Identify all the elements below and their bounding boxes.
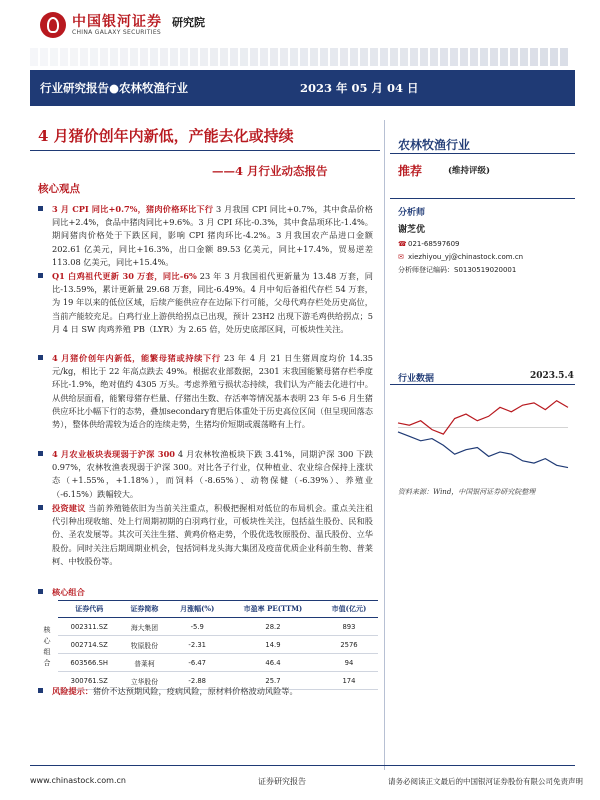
band-square xyxy=(290,48,298,66)
band-square xyxy=(30,48,38,66)
bullet-body: 23 年 3 月我国祖代更新量为 13.48 万套，同比-13.59%，累计更新量 29.68 万套，同比-6.49%。4 月中旬后备祖代存栏 54 万套，为 19 年以来的低位区域，后续产能供应存在边际下行可能，父母代鸡存栏处历史高位，当前产能较充足。白鸡行业上游供给拐点已出现，预计 23H2 出现下游毛鸡供给拐点；5 月 4 日 SW 肉鸡养殖 PB（LYR）为 2.65 倍，处历史底部区间，可板块性关注。 xyxy=(52,271,373,334)
institute-name: 研究院 xyxy=(172,16,205,29)
band-square xyxy=(110,48,118,66)
cell: 002714.SZ xyxy=(58,636,120,654)
band-square xyxy=(270,48,278,66)
band-square xyxy=(500,48,508,66)
industry-data-heading: 行业数据 xyxy=(398,374,435,384)
series-line-1 xyxy=(398,432,568,468)
column-divider xyxy=(384,120,385,770)
bullet-head: 4 月猪价创年内新低，能繁母猪或持续下行 xyxy=(52,353,221,363)
combo-table-wrap xyxy=(58,600,378,690)
band-square xyxy=(90,48,98,66)
band-square xyxy=(100,48,108,66)
cell: 2576 xyxy=(320,636,378,654)
bullet-square-icon xyxy=(38,273,43,278)
band-square xyxy=(220,48,228,66)
band-square xyxy=(280,48,288,66)
cell: 25.7 xyxy=(226,672,320,690)
band-square xyxy=(470,48,478,66)
col-header: 市盈率 PE(TTM) xyxy=(226,601,320,618)
divider xyxy=(390,384,575,385)
rating-note: (维持评级) xyxy=(448,166,491,176)
band-square xyxy=(170,48,178,66)
band-square xyxy=(330,48,338,66)
bullet-square-icon xyxy=(38,451,43,456)
col-header: 月涨幅(%) xyxy=(168,601,226,618)
bullet-square-icon xyxy=(38,355,43,360)
brand-name: 中国银河证券 xyxy=(72,14,162,30)
rating: 推荐 xyxy=(398,164,423,178)
band-square xyxy=(400,48,408,66)
col-header: 证券简称 xyxy=(120,601,168,618)
band-square xyxy=(210,48,218,66)
combo-side-label: 核心组合 xyxy=(43,626,51,667)
band-square xyxy=(510,48,518,66)
bullet-sector xyxy=(38,448,373,501)
cell: 14.9 xyxy=(226,636,320,654)
brand-logo-icon xyxy=(40,12,66,38)
bullet-square-icon xyxy=(38,505,43,510)
combo-heading-label: 核心组合 xyxy=(52,587,85,597)
bullet-risk xyxy=(38,685,373,698)
footer-divider xyxy=(30,765,575,766)
bullet-invest xyxy=(38,502,373,568)
report-subtitle: ——4 月行业动态报告 xyxy=(212,164,328,178)
analyst-heading: 分析师 xyxy=(398,208,426,218)
band-square xyxy=(540,48,548,66)
bullet-body: 4 月农林牧渔板块下跌 3.41%，同期沪深 300 下跌 0.97%，农林牧渔表现弱于沪深 300。对比各子行业，仅种植业、农业综合保持上涨状态（+1.55%，+1.18%），而饲料（-8.65%）、动物保健（-6.39%）、养殖业（-6.15%）跌幅较大。 xyxy=(52,449,373,499)
col-header: 证券代码 xyxy=(58,601,120,618)
band-square xyxy=(430,48,438,66)
band-square xyxy=(160,48,168,66)
band-square xyxy=(260,48,268,66)
analyst-cert: 分析师登记编码：S0130519020001 xyxy=(398,266,517,274)
band-square xyxy=(80,48,88,66)
band-square xyxy=(40,48,48,66)
band-square xyxy=(50,48,58,66)
cell: -6.47 xyxy=(168,654,226,672)
band-square xyxy=(530,48,538,66)
bullet-cpi xyxy=(38,203,373,269)
bullet-hog xyxy=(38,352,373,431)
risk-body: 猪价不达预期风险，疫病风险，原材料价格波动风险等。 xyxy=(92,686,298,696)
band-square xyxy=(450,48,458,66)
industry-chart xyxy=(392,388,574,480)
title-divider xyxy=(30,150,380,151)
cell: 300761.SZ xyxy=(58,672,120,690)
bullet-square-icon xyxy=(38,589,43,594)
analyst-phone: 021-68597609 xyxy=(408,240,460,248)
cell: -5.9 xyxy=(168,618,226,636)
combo-table xyxy=(58,600,378,690)
bullet-head: Q1 白鸡祖代更新 30 万套，同比-6% xyxy=(52,271,197,281)
band-square xyxy=(320,48,328,66)
footer-url[interactable]: www.chinastock.com.cn xyxy=(30,776,126,785)
footer-label: 证券研究报告 xyxy=(258,777,306,786)
report-title: 4 月猪价创年内新低，产能去化或持续 xyxy=(38,127,294,145)
band-square xyxy=(560,48,568,66)
report-date: 2023 年 05 月 04 日 xyxy=(300,81,419,95)
band-square xyxy=(190,48,198,66)
band-square xyxy=(180,48,188,66)
band-square xyxy=(380,48,388,66)
cell: 海大集团 xyxy=(120,618,168,636)
cell: 893 xyxy=(320,618,378,636)
bullet-body: 23 年 4 月 21 日生猪周度均价 14.35 元/kg，相比于 22 年高点跌去 49%。根据农业部数据，2301 末我国能繁母猪存栏季度环比-1.9%，绝对值约 4305 万头。考虑养殖亏损状态持续，我们认为产能去化进行中。从供给层面看，能繁母猪存栏量、仔猪出生数、存活率等情况基本表明 23 年 5-6 月生猪供应环比小幅下行的态势，叠加secondary育肥后体重处于历史高位区间（但呈现回落态势），整体供给需较为适合的连续走势，生猪均价短期或震荡略有上行。 xyxy=(52,353,373,430)
band-square xyxy=(360,48,368,66)
band-square xyxy=(140,48,148,66)
bullet-square-icon xyxy=(38,688,43,693)
chart-source: 资料来源：Wind，中国银河证券研究院整理 xyxy=(398,488,536,496)
bullet-body: 当前养殖链依旧为当前关注重点，积极把握相对低位的布局机会。重点关注祖代引种出现收缩、处上行周期初期的白羽鸡行业，可板块性关注，包括益生股份、民和股份、圣农发展等。其次可关注生猪、黄鸡价格走势，个股优选牧原股份、温氏股份、立华股份。同时关注后期周期业机会，包括饲料龙头海大集团及疫苗优质企业科前生物、普莱柯、中牧股份等。 xyxy=(52,503,373,566)
bullet-head: 投资建议 xyxy=(52,503,86,513)
band-square xyxy=(420,48,428,66)
cell: 牧原股份 xyxy=(120,636,168,654)
col-header: 市值(亿元) xyxy=(320,601,378,618)
brand-name-en: CHINA GALAXY SECURITIES xyxy=(72,29,162,36)
table-row xyxy=(58,654,378,672)
table-row xyxy=(58,636,378,654)
band-square xyxy=(410,48,418,66)
band-square xyxy=(370,48,378,66)
band-square xyxy=(150,48,158,66)
bullet-body: 3 月我国 CPI 同比+0.7%，其中食品价格同比+2.4%，食品中猪肉同比+9.6%。3 月 CPI 环比-0.3%，其中食品项环比-1.4%。期间猪肉价格处于下跌区间，影响 CPI 猪肉环比-4.2%。3 月我国农产品进口金额 202.61 亿美元，同比+16.3%，出口金额 89.53 亿美元，同比+17.4%，贸易逆差 113.08 亿美元，同比+15.4%。 xyxy=(52,204,373,267)
band-square xyxy=(130,48,138,66)
cell: 46.4 xyxy=(226,654,320,672)
series-line-0 xyxy=(398,401,568,434)
bullet-broiler xyxy=(38,270,373,336)
footer-disclaimer: 请务必阅读正文最后的中国银河证券股份有限公司免责声明 xyxy=(388,777,583,786)
band-square xyxy=(490,48,498,66)
band-square xyxy=(460,48,468,66)
report-type: 行业研究报告●农林牧渔行业 xyxy=(40,81,189,95)
bullet-head: 4 月农业板块表现弱于沪深 300 xyxy=(52,449,175,459)
band-square xyxy=(440,48,448,66)
bullet-square-icon xyxy=(38,206,43,211)
band-square xyxy=(340,48,348,66)
section-heading: 核心观点 xyxy=(38,183,80,195)
analyst-name: 谢芝优 xyxy=(398,225,426,235)
band-square xyxy=(240,48,248,66)
phone-icon: ☎ xyxy=(398,240,407,248)
industry-name: 农林牧渔行业 xyxy=(398,138,471,152)
combo-heading xyxy=(38,586,373,599)
analyst-contact xyxy=(398,238,523,277)
risk-head: 风险提示： xyxy=(52,686,93,696)
cell: 174 xyxy=(320,672,378,690)
band-square xyxy=(230,48,238,66)
email-icon: ✉ xyxy=(398,253,404,261)
band-square xyxy=(520,48,528,66)
band-square xyxy=(480,48,488,66)
cell: -2.88 xyxy=(168,672,226,690)
analyst-email[interactable]: xiezhiyou_yj@chinastock.com.cn xyxy=(408,253,524,261)
cell: 立华股份 xyxy=(120,672,168,690)
band-square xyxy=(70,48,78,66)
divider xyxy=(390,153,575,154)
cell: 603566.SH xyxy=(58,654,120,672)
band-square xyxy=(120,48,128,66)
table-row xyxy=(58,618,378,636)
band-square xyxy=(60,48,68,66)
band-square xyxy=(550,48,558,66)
band-square xyxy=(350,48,358,66)
band-square xyxy=(300,48,308,66)
decorative-band xyxy=(30,48,575,66)
cell: 94 xyxy=(320,654,378,672)
divider xyxy=(390,198,575,199)
industry-data-date: 2023.5.4 xyxy=(530,371,574,381)
band-square xyxy=(250,48,258,66)
band-square xyxy=(390,48,398,66)
cell: 28.2 xyxy=(226,618,320,636)
cell: -2.31 xyxy=(168,636,226,654)
bullet-head: 3 月 CPI 同比+0.7%，猪肉价格环比下行 xyxy=(52,204,214,214)
cell: 002311.SZ xyxy=(58,618,120,636)
band-square xyxy=(310,48,318,66)
band-square xyxy=(200,48,208,66)
cell: 普莱柯 xyxy=(120,654,168,672)
